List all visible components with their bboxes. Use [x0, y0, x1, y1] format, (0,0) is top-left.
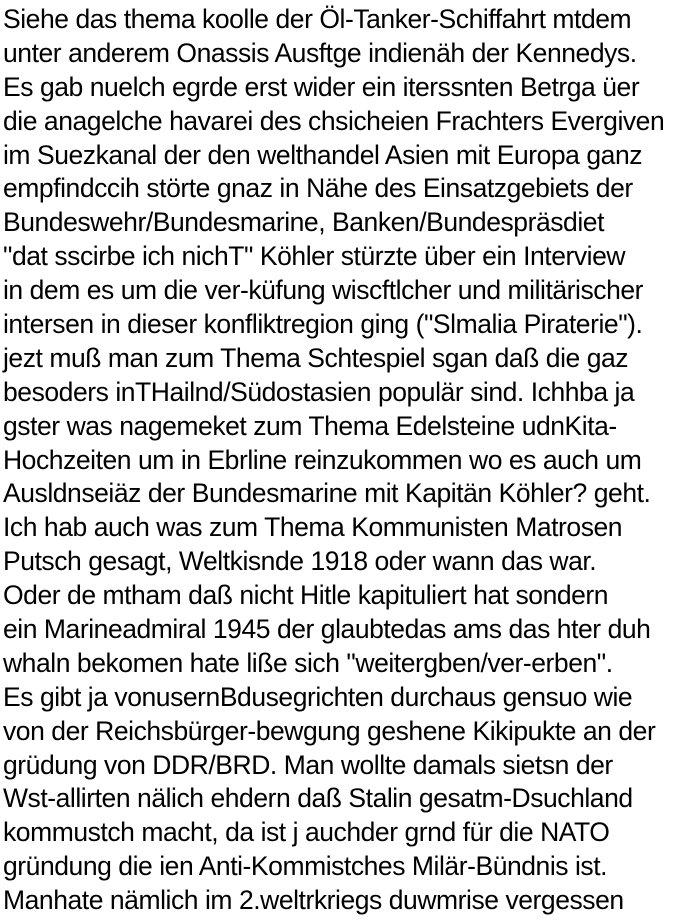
text-line: gster was nagemeket zum Thema Edelsteine udnKita- — [3, 410, 617, 441]
text-line: Hochzeiten um in Ebrline reinzukommen wo es auch um — [3, 444, 642, 475]
text-line: die anagelche havarei des chsicheien Frachters Evergiven — [3, 105, 665, 136]
text-line: in dem es um die ver-küfung wiscftlcher und militärischer — [3, 275, 644, 306]
text-line: Ich hab auch was zum Thema Kommunisten Matrosen — [3, 512, 623, 543]
text-line: whaln bekomen hate liße sich "weitergben/ver-erben". — [3, 647, 613, 678]
text-line: kommustch macht, da ist j auchder grnd für die NATO — [3, 817, 610, 848]
text-line: Es gab nuelch egrde erst wider ein iterssnten Betrga üer — [3, 71, 640, 102]
text-line: jezt muß man zum Thema Schtespiel sgan daß die gaz — [3, 342, 629, 373]
text-line: besoders inTHailnd/Südostasien populär sind. Ichhba ja — [3, 376, 635, 407]
text-line: Siehe das thema koolle der Öl-Tanker-Schiffahrt mtdem — [3, 4, 632, 34]
text-line: im Suezkanal der den welthandel Asien mit Europa ganz — [3, 139, 643, 170]
text-line: ein Marineadmiral 1945 der glaubtedas ams das hter duh — [3, 614, 651, 645]
text-line: empfindccih störte gnaz in Nähe des Einsatzgebiets der — [3, 173, 633, 204]
text-line: unter anderem Onassis Ausftge indienäh der Kennedys. — [3, 37, 637, 68]
text-line: Bundeswehr/Bundesmarine, Banken/Bundespräsdiet — [3, 207, 604, 238]
text-line: gründung die ien Anti-Kommistches Milär-Bündnis ist. — [3, 851, 608, 882]
text-line: "dat sscirbe ich nichT" Köhler stürzte über ein Interview — [3, 241, 626, 272]
text-line: Oder de mtham daß nicht Hitle kapituliert hat sondern — [3, 580, 609, 611]
text-line: Ausldnseiäz der Bundesmarine mit Kapitän Köhler? geht. — [3, 478, 651, 509]
text-line: grüdung von DDR/BRD. Man wollte damals sietsn der — [3, 749, 613, 780]
text-line: Manhate nämlich im 2.weltrkriegs duwmrise vergessen — [3, 885, 624, 916]
text-line: Wst-allirten nälich ehdern daß Stalin gesatm-Dsuchland — [3, 783, 633, 814]
text-line: Putsch gesagt, Weltkisnde 1918 oder wann das war. — [3, 546, 597, 577]
text-line: Es gibt ja vonusernBdusegrichten durchaus gensuo wie — [3, 681, 633, 712]
text-line: von der Reichsbürger-bewgung geshene Kikipukte an der — [3, 715, 656, 746]
text-line: intersen in dieser konfliktregion ging ("Slmalia Piraterie"). — [3, 309, 643, 340]
